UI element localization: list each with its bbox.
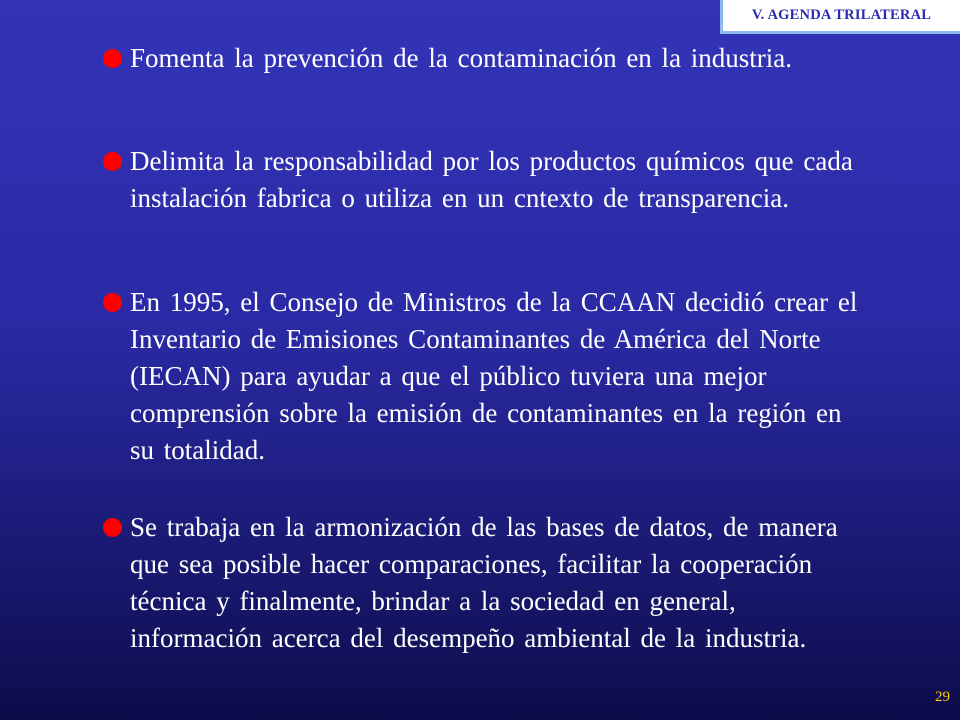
bullet-dot-icon	[103, 293, 122, 312]
bullet-dot-icon	[103, 518, 122, 537]
bullet-dot-icon	[103, 152, 122, 171]
bullet-text: Delimita la responsabilidad por los productos químicos que cada instalación fabrica o utiliza en un cntexto de transparencia.	[130, 146, 853, 213]
page-number: 29	[935, 689, 950, 705]
bullet-dot-icon	[103, 49, 122, 68]
bullet-text: Fomenta la prevención de la contaminación en la industria.	[130, 43, 793, 73]
section-label: V. AGENDA TRILATERAL	[720, 0, 960, 34]
bullet-text: Se trabaja en la armonización de las bases de datos, de manera que sea posible hacer comparaciones, facilitar la cooperación técnica y finalmente, brindar a la sociedad en general, información acerca del desempeño ambiental de la industria.	[130, 512, 838, 653]
bullet-text: En 1995, el Consejo de Ministros de la CCAAN decidió crear el Inventario de Emisiones Contaminantes de América del Norte (IECAN) para ayudar a que el público tuviera una mejor comprensión sobre la emisión de contaminantes en la región en su totalidad.	[130, 287, 858, 465]
